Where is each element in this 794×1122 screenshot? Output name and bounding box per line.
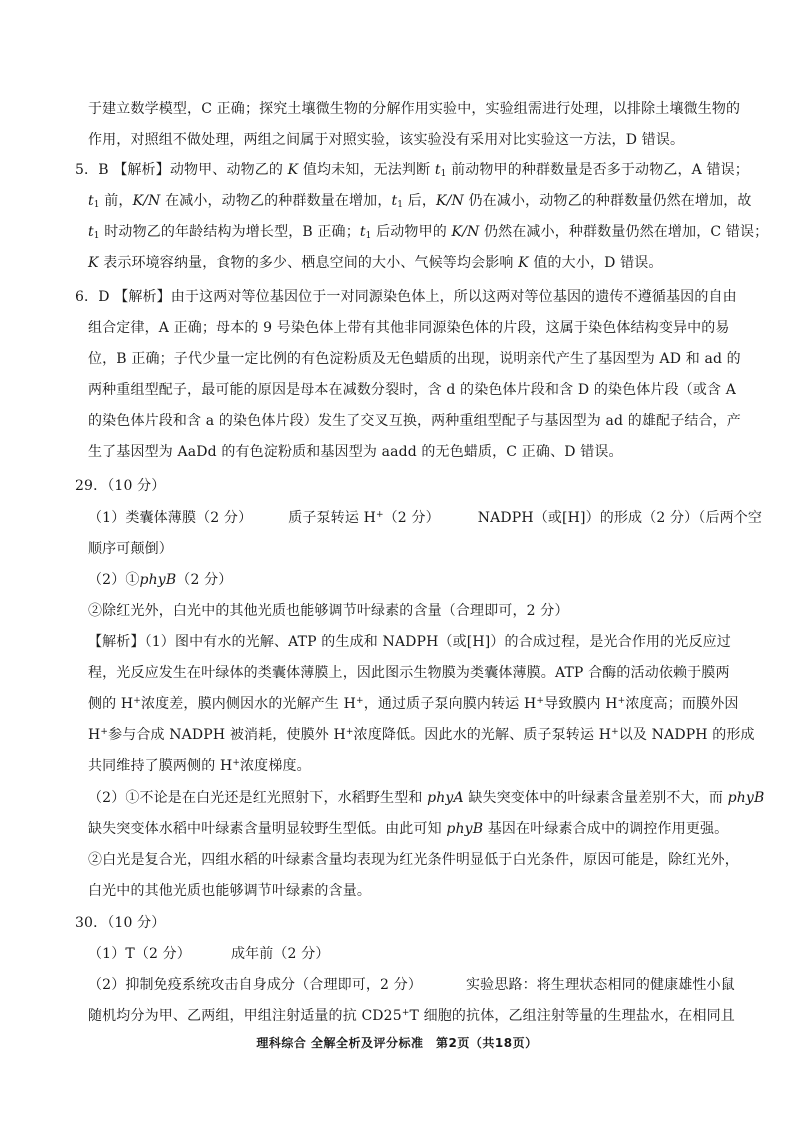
text: 组合定律，A 正确；母本的 9 号染色体上带有其他非同源染色体的片段，这属于染色体结构变异中的易	[88, 320, 730, 336]
text: 【解析】（1）图中有水的光解、ATP 的生成和 NADPH（或[H]）的合成过程，是光合作用的光反应过	[88, 634, 731, 650]
q30-answer-1	[88, 944, 330, 964]
symbol-t: t	[88, 224, 94, 240]
superscript: +	[133, 696, 141, 706]
subscript: 1	[440, 169, 447, 179]
text: 浓度梯度。	[240, 758, 311, 774]
text: 缺失突变体水稻中叶绿素含量明显较野生型低。由此可知	[88, 821, 447, 837]
symbol-phyA: phyA	[427, 790, 464, 806]
q29-heading	[75, 476, 165, 496]
text: 仍然在减小，种群数量仍然在增加，C 错误；	[479, 224, 769, 240]
text: （2 分）	[176, 572, 233, 588]
symbol-t: t	[391, 193, 398, 209]
subscript: 1	[365, 231, 372, 241]
text: 顺序可颠倒）	[88, 541, 173, 557]
text: H	[88, 727, 101, 743]
q6-line-6	[88, 442, 623, 462]
text: ，通过质子泵向膜内转运 H	[363, 696, 537, 712]
superscript: +	[356, 696, 364, 706]
text: 作用，对照组不做处理，两组之间属于对照实验，该实验没有采用对比实验这一方法，D 错误。	[88, 132, 685, 148]
symbol-t: t	[359, 224, 366, 240]
symbol-K: K	[88, 255, 99, 271]
text: 导致膜内 H	[544, 696, 618, 712]
text-line	[88, 99, 740, 119]
superscript: +	[100, 727, 109, 737]
text: 浓度降低。因此水的光解、质子泵转运 H	[353, 727, 612, 743]
text: ②白光是复合光，四组水稻的叶绿素含量均表现为红光条件明显低于白光条件，原因可能是，除红光外，	[88, 852, 739, 868]
q30-heading	[75, 913, 165, 933]
q29-answer-1	[88, 508, 762, 528]
text: 6．D 【解析】由于这两对等位基因位于一对同源染色体上，所以这两对等位基因的遗传不遵循基因的自由	[75, 289, 737, 305]
text: 位，B 正确；子代少量一定比例的有色淀粉质及无色蜡质的出现，说明亲代产生了基因型为 AD 和 ad 的	[88, 351, 741, 367]
symbol-t: t	[88, 193, 94, 209]
symbol-K: K	[518, 255, 529, 271]
superscript: +	[611, 727, 619, 737]
text: 两种重组型配子，最可能的原因是母本在减数分裂时，含 d 的染色体片段和含 D 的染色体片段（或含 A	[88, 382, 737, 398]
q29-answer-2b	[88, 601, 569, 621]
analysis-line-6	[88, 788, 764, 808]
symbol-phyB: phyB	[139, 572, 177, 588]
text: （2）①不论是在白光还是红光照射下，水稻野生型和	[88, 790, 428, 806]
text: 浓度差，膜内侧因水的光解产生 H	[140, 696, 357, 712]
text: 生了基因型为 AaDd 的有色淀粉质和基因型为 aadd 的无色蜡质，C 正确、D 错误。	[88, 444, 623, 460]
subscript: 1	[397, 200, 404, 210]
text: 以及 NADPH 的形成	[618, 727, 755, 743]
text: （2）①	[88, 572, 140, 588]
subscript: 1	[93, 200, 100, 210]
text: 值均未知，无法判断	[298, 162, 435, 178]
text: 程，光反应发生在叶绿体的类囊体薄膜上，因此图示生物膜为类囊体薄膜。ATP 合酶的活动依赖于膜两	[88, 665, 730, 681]
q6-line-5	[88, 411, 741, 431]
text: ②除红光外，白光中的其他光质也能够调节叶绿素的含量（合理即可，2 分）	[88, 603, 569, 619]
q5-line-4	[88, 253, 663, 273]
text: （2 分）	[383, 510, 440, 526]
q30-answer-2	[88, 975, 735, 995]
text: 成年前（2 分）	[230, 946, 330, 962]
text: 基因在叶绿素合成中的调控作用更强。	[483, 821, 729, 837]
symbol-phyB: phyB	[727, 790, 765, 806]
symbol-phyB: phyB	[446, 821, 484, 837]
q5-line-2	[88, 191, 752, 211]
analysis-line-7	[88, 819, 728, 839]
text: T 细胞的抗体，乙组注射等量的生理盐水，在相同且	[409, 1008, 735, 1024]
text: 后，	[403, 193, 437, 209]
text: 浓度高；而膜外因	[625, 696, 739, 712]
q30-answer-3	[88, 1006, 735, 1026]
text: （2）抑制免疫系统攻击自身成分（合理即可，2 分）	[88, 977, 423, 993]
symbol-K: K	[287, 162, 299, 178]
analysis-line-4	[88, 725, 755, 745]
text: 质子泵转运 H	[288, 510, 376, 526]
analysis-line-2	[88, 663, 730, 683]
text: 时动物乙的年龄结构为增长型，B 正确；	[99, 224, 360, 240]
text: 前，	[99, 193, 133, 209]
analysis-line-8	[88, 850, 739, 870]
text: 的染色体片段和含 a 的染色体片段）发生了交叉互换，两种重组型配子与基因型为 ad 的雄配子结合，产	[88, 413, 741, 429]
text: 5．B 【解析】动物甲、动物乙的	[75, 162, 288, 178]
text: 于建立数学模型，C 正确；探究土壤微生物的分解作用实验中，实验组需进行处理，以排除土壤微生物的	[88, 101, 741, 117]
analysis-line-9	[88, 881, 371, 901]
text: NADPH（或[H]）的形成（2 分）（后两个空	[477, 510, 763, 526]
symbol-KN: K/N	[451, 224, 480, 240]
text: 侧的 H	[88, 696, 134, 712]
symbol-t: t	[434, 162, 441, 178]
text: 后动物甲的	[371, 224, 452, 240]
superscript: +	[536, 696, 545, 706]
text: 随机均分为甲、乙两组，甲组注射适量的抗 CD25	[88, 1008, 402, 1024]
text: 29．（10 分）	[75, 478, 166, 494]
analysis-line-1	[88, 632, 731, 652]
q6-line-3	[88, 349, 741, 369]
text-line	[88, 130, 684, 150]
superscript: +	[232, 758, 241, 768]
text: 前动物甲的种群数量是否多于动物乙，A 错误；	[446, 162, 749, 178]
superscript: +	[401, 1008, 410, 1018]
q29-answer-2	[88, 570, 232, 590]
q6-line-4	[88, 380, 736, 400]
q5-line-1	[75, 160, 749, 180]
superscript: +	[375, 510, 384, 520]
text: 共同维持了膜两侧的 H	[88, 758, 233, 774]
analysis-line-5	[88, 756, 311, 776]
text: 仍在减小，动物乙的种群数量仍然在增加，故	[463, 193, 752, 209]
text: 缺失突变体中的叶绿素含量差别不大，而	[463, 790, 728, 806]
page-footer: 理科综合 全解全析及评分标准 第2页（共18页）	[256, 1036, 538, 1050]
text: 30．（10 分）	[75, 915, 166, 931]
q6-line-1	[75, 287, 737, 307]
symbol-KN: K/N	[436, 193, 464, 209]
symbol-KN: K/N	[132, 193, 161, 209]
q6-line-2	[88, 318, 730, 338]
subscript: 1	[93, 231, 100, 241]
text: 表示环境容纳量，食物的多少、栖息空间的大小、气候等均会影响	[98, 255, 519, 271]
text: （1）类囊体薄膜（2 分）	[88, 510, 253, 526]
text: （1）T（2 分）	[88, 946, 191, 962]
text: 参与合成 NADPH 被消耗，使膜外 H	[108, 727, 346, 743]
text: 在减小，动物乙的种群数量在增加，	[160, 193, 392, 209]
text: 白光中的其他光质也能够调节叶绿素的含量。	[88, 883, 371, 899]
superscript: +	[617, 696, 626, 706]
q5-line-3	[88, 222, 768, 242]
text: 值的大小，D 错误。	[528, 255, 663, 271]
q29-answer-1-cont	[88, 539, 173, 559]
analysis-line-3	[88, 694, 739, 714]
superscript: +	[345, 727, 354, 737]
text: 实验思路：将生理状态相同的健康雄性小鼠	[466, 977, 735, 993]
